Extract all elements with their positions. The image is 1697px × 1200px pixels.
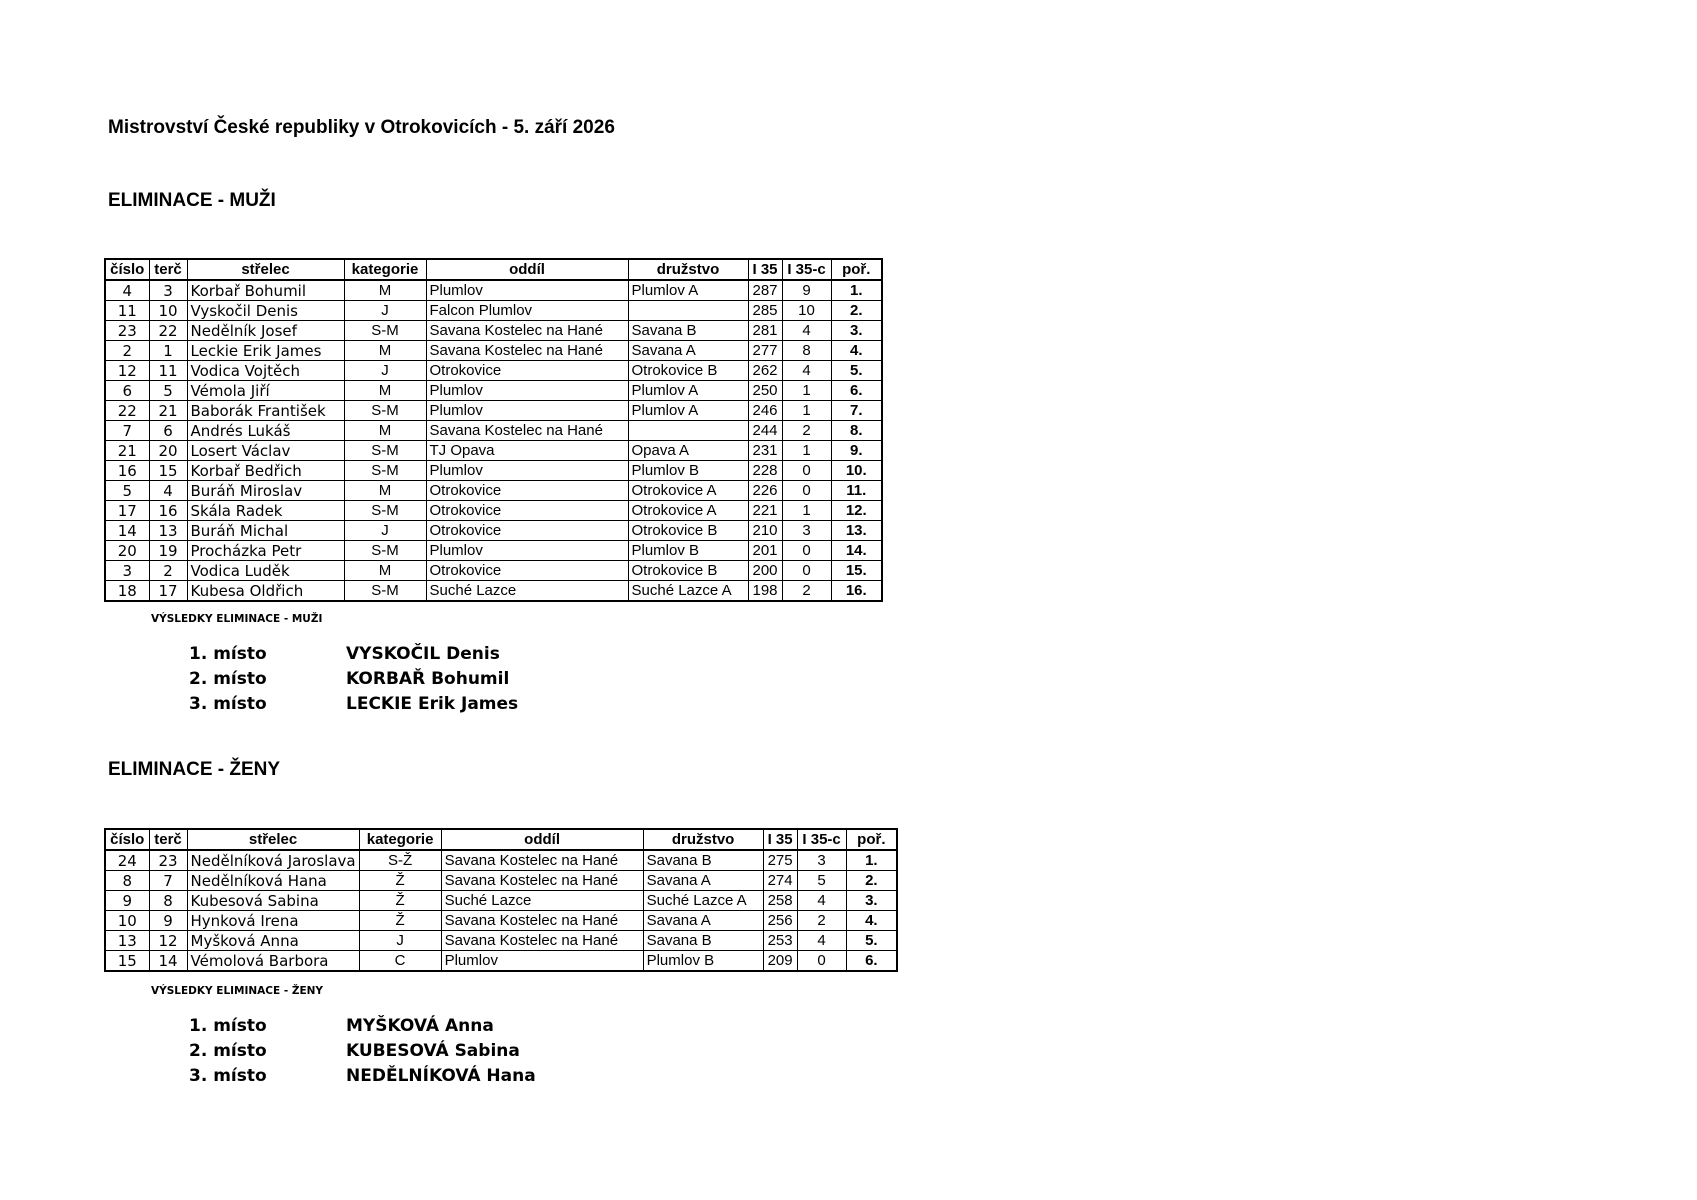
cell-oddil: Otrokovice [426,561,628,581]
cell-poradi: 4. [831,341,882,361]
table-row [105,421,882,441]
podium-row [189,1063,536,1088]
cell-poradi: 7. [831,401,882,421]
cell-cislo: 10 [105,911,149,931]
table-row [105,301,882,321]
women-table-body [105,850,897,971]
column-header-kategorie: kategorie [344,259,426,280]
cell-strelec: Vodica Luděk [187,561,344,581]
cell-kategorie: S-M [344,581,426,602]
cell-terc: 8 [149,891,187,911]
table-row [105,561,882,581]
page-title: Mistrovství České republiky v Otrokovicích - 5. září 2026 [108,117,615,138]
cell-cislo: 17 [105,501,149,521]
cell-druzstvo: Otrokovice A [628,481,748,501]
cell-kategorie: J [344,301,426,321]
cell-i35c: 3 [797,850,846,871]
cell-druzstvo: Savana A [643,871,763,891]
cell-i35c: 4 [782,361,831,381]
table-row [105,931,897,951]
cell-kategorie: Ž [359,911,441,931]
column-header-cislo: číslo [105,259,149,280]
cell-terc: 19 [149,541,187,561]
cell-poradi: 4. [846,911,897,931]
cell-kategorie: M [344,561,426,581]
cell-i35c: 5 [797,871,846,891]
cell-i35c: 9 [782,280,831,301]
cell-cislo: 2 [105,341,149,361]
table-row [105,850,897,871]
table-header-row [105,829,897,850]
table-row [105,280,882,301]
cell-cislo: 3 [105,561,149,581]
men-results-table [104,258,883,602]
column-header-i35: I 35 [748,259,782,280]
cell-strelec: Vémolová Barbora [187,951,359,972]
cell-poradi: 5. [846,931,897,951]
cell-strelec: Nedělníková Jaroslava [187,850,359,871]
cell-cislo: 7 [105,421,149,441]
cell-poradi: 10. [831,461,882,481]
cell-kategorie: S-M [344,441,426,461]
cell-i35c: 2 [782,421,831,441]
cell-i35: 244 [748,421,782,441]
cell-druzstvo: Opava A [628,441,748,461]
podium-name: VYSKOČIL Denis [346,643,500,664]
cell-strelec: Myšková Anna [187,931,359,951]
cell-poradi: 3. [846,891,897,911]
cell-poradi: 14. [831,541,882,561]
cell-i35c: 0 [797,951,846,972]
cell-druzstvo: Savana B [643,931,763,951]
cell-cislo: 18 [105,581,149,602]
cell-druzstvo: Plumlov B [628,461,748,481]
cell-terc: 17 [149,581,187,602]
cell-kategorie: S-M [344,501,426,521]
table-row [105,381,882,401]
cell-oddil: Plumlov [426,541,628,561]
cell-cislo: 20 [105,541,149,561]
table-row [105,541,882,561]
cell-terc: 16 [149,501,187,521]
cell-oddil: Savana Kostelec na Hané [441,911,643,931]
cell-oddil: Suché Lazce [441,891,643,911]
cell-druzstvo: Plumlov A [628,401,748,421]
column-header-i35c: I 35-c [797,829,846,850]
cell-poradi: 6. [846,951,897,972]
cell-strelec: Losert Václav [187,441,344,461]
cell-terc: 13 [149,521,187,541]
podium-row [189,1038,536,1063]
cell-oddil: Plumlov [441,951,643,972]
cell-i35c: 10 [782,301,831,321]
cell-terc: 9 [149,911,187,931]
cell-druzstvo [628,301,748,321]
cell-cislo: 21 [105,441,149,461]
podium-place: 3. místo [189,693,267,714]
cell-i35c: 0 [782,541,831,561]
cell-kategorie: M [344,481,426,501]
cell-strelec: Nedělník Josef [187,321,344,341]
cell-terc: 2 [149,561,187,581]
cell-druzstvo: Suché Lazce A [628,581,748,602]
men-podium [189,641,518,716]
cell-oddil: Savana Kostelec na Hané [441,871,643,891]
cell-druzstvo: Otrokovice A [628,501,748,521]
cell-kategorie: Ž [359,891,441,911]
cell-terc: 12 [149,931,187,951]
cell-poradi: 16. [831,581,882,602]
cell-druzstvo: Savana A [643,911,763,931]
podium-name: NEDĚLNÍKOVÁ Hana [346,1065,536,1086]
cell-oddil: Savana Kostelec na Hané [426,321,628,341]
cell-poradi: 3. [831,321,882,341]
table-row [105,321,882,341]
table-row [105,341,882,361]
cell-i35: 250 [748,381,782,401]
podium-place: 3. místo [189,1065,267,1086]
column-header-oddil: oddíl [441,829,643,850]
cell-oddil: Plumlov [426,401,628,421]
cell-oddil: Otrokovice [426,361,628,381]
cell-oddil: TJ Opava [426,441,628,461]
column-header-terc: terč [149,259,187,280]
cell-strelec: Nedělníková Hana [187,871,359,891]
cell-strelec: Kubesová Sabina [187,891,359,911]
cell-i35: 226 [748,481,782,501]
cell-kategorie: C [359,951,441,972]
cell-oddil: Falcon Plumlov [426,301,628,321]
podium-name: KUBESOVÁ Sabina [346,1040,520,1061]
cell-kategorie: Ž [359,871,441,891]
cell-kategorie: S-M [344,401,426,421]
cell-oddil: Savana Kostelec na Hané [426,421,628,441]
cell-cislo: 14 [105,521,149,541]
cell-druzstvo [628,421,748,441]
table-header-row [105,259,882,280]
cell-oddil: Plumlov [426,381,628,401]
cell-i35: 274 [763,871,797,891]
podium-place: 2. místo [189,1040,267,1061]
cell-druzstvo: Plumlov B [628,541,748,561]
cell-cislo: 9 [105,891,149,911]
cell-oddil: Plumlov [426,280,628,301]
cell-i35c: 0 [782,561,831,581]
cell-kategorie: M [344,421,426,441]
cell-i35: 210 [748,521,782,541]
cell-kategorie: J [344,361,426,381]
cell-i35c: 0 [782,481,831,501]
cell-oddil: Savana Kostelec na Hané [441,931,643,951]
cell-poradi: 15. [831,561,882,581]
table-row [105,891,897,911]
cell-cislo: 12 [105,361,149,381]
cell-cislo: 15 [105,951,149,972]
cell-oddil: Plumlov [426,461,628,481]
cell-druzstvo: Plumlov B [643,951,763,972]
cell-terc: 22 [149,321,187,341]
column-header-por: poř. [831,259,882,280]
cell-cislo: 8 [105,871,149,891]
cell-terc: 20 [149,441,187,461]
cell-strelec: Buráň Michal [187,521,344,541]
women-results-table [104,828,898,972]
cell-terc: 6 [149,421,187,441]
table-row [105,441,882,461]
cell-strelec: Procházka Petr [187,541,344,561]
cell-kategorie: M [344,341,426,361]
cell-cislo: 24 [105,850,149,871]
cell-poradi: 2. [846,871,897,891]
cell-poradi: 2. [831,301,882,321]
cell-strelec: Skála Radek [187,501,344,521]
cell-oddil: Otrokovice [426,501,628,521]
cell-terc: 23 [149,850,187,871]
cell-i35c: 4 [797,891,846,911]
cell-poradi: 5. [831,361,882,381]
column-header-druzstvo: družstvo [628,259,748,280]
cell-druzstvo: Savana B [643,850,763,871]
cell-i35: 256 [763,911,797,931]
podium-row [189,691,518,716]
cell-terc: 11 [149,361,187,381]
cell-i35: 200 [748,561,782,581]
cell-strelec: Andrés Lukáš [187,421,344,441]
podium-name: MYŠKOVÁ Anna [346,1015,494,1036]
cell-kategorie: J [344,521,426,541]
cell-druzstvo: Plumlov A [628,280,748,301]
cell-terc: 4 [149,481,187,501]
cell-kategorie: S-Ž [359,850,441,871]
cell-oddil: Otrokovice [426,481,628,501]
column-header-oddil: oddíl [426,259,628,280]
column-header-strelec: střelec [187,829,359,850]
cell-cislo: 11 [105,301,149,321]
podium-place: 1. místo [189,643,267,664]
cell-strelec: Vémola Jiří [187,381,344,401]
cell-i35c: 1 [782,441,831,461]
cell-strelec: Baborák František [187,401,344,421]
cell-druzstvo: Otrokovice B [628,361,748,381]
women-results-caption: VÝSLEDKY ELIMINACE - ŽENY [151,985,324,997]
cell-poradi: 1. [846,850,897,871]
cell-oddil: Savana Kostelec na Hané [426,341,628,361]
cell-i35: 262 [748,361,782,381]
column-header-kategorie: kategorie [359,829,441,850]
cell-kategorie: M [344,280,426,301]
cell-cislo: 22 [105,401,149,421]
women-section-heading: ELIMINACE - ŽENY [108,759,281,780]
cell-druzstvo: Otrokovice B [628,521,748,541]
column-header-i35: I 35 [763,829,797,850]
cell-i35: 253 [763,931,797,951]
men-section-heading: ELIMINACE - MUŽI [108,190,276,211]
men-results-caption: VÝSLEDKY ELIMINACE - MUŽI [151,613,323,625]
table-row [105,521,882,541]
podium-name: LECKIE Erik James [346,693,519,714]
cell-i35c: 2 [782,581,831,602]
cell-terc: 14 [149,951,187,972]
column-header-cislo: číslo [105,829,149,850]
cell-i35: 258 [763,891,797,911]
table-row [105,951,897,972]
column-header-strelec: střelec [187,259,344,280]
table-row [105,871,897,891]
table-row [105,461,882,481]
column-header-por: poř. [846,829,897,850]
cell-kategorie: S-M [344,541,426,561]
cell-i35: 277 [748,341,782,361]
cell-i35: 281 [748,321,782,341]
cell-poradi: 11. [831,481,882,501]
cell-oddil: Otrokovice [426,521,628,541]
cell-poradi: 9. [831,441,882,461]
cell-poradi: 1. [831,280,882,301]
cell-poradi: 12. [831,501,882,521]
column-header-terc: terč [149,829,187,850]
cell-i35c: 1 [782,381,831,401]
cell-terc: 21 [149,401,187,421]
cell-i35c: 3 [782,521,831,541]
cell-strelec: Hynková Irena [187,911,359,931]
podium-place: 2. místo [189,668,267,689]
cell-i35c: 8 [782,341,831,361]
cell-cislo: 16 [105,461,149,481]
cell-i35: 275 [763,850,797,871]
cell-cislo: 5 [105,481,149,501]
cell-strelec: Vodica Vojtěch [187,361,344,381]
cell-strelec: Vyskočil Denis [187,301,344,321]
cell-poradi: 8. [831,421,882,441]
cell-i35c: 4 [797,931,846,951]
podium-place: 1. místo [189,1015,267,1036]
cell-strelec: Korbař Bohumil [187,280,344,301]
cell-oddil: Savana Kostelec na Hané [441,850,643,871]
men-table-body [105,280,882,601]
cell-kategorie: J [359,931,441,951]
cell-terc: 5 [149,381,187,401]
cell-druzstvo: Otrokovice B [628,561,748,581]
podium-row [189,1013,536,1038]
cell-cislo: 6 [105,381,149,401]
cell-i35: 201 [748,541,782,561]
women-podium [189,1013,536,1088]
table-row [105,581,882,602]
table-row [105,401,882,421]
cell-terc: 15 [149,461,187,481]
podium-name: KORBAŘ Bohumil [346,668,510,689]
cell-oddil: Suché Lazce [426,581,628,602]
cell-i35: 285 [748,301,782,321]
podium-row [189,666,518,691]
column-header-druzstvo: družstvo [643,829,763,850]
cell-i35: 246 [748,401,782,421]
column-header-i35c: I 35-c [782,259,831,280]
cell-strelec: Korbař Bedřich [187,461,344,481]
cell-i35: 231 [748,441,782,461]
cell-i35c: 1 [782,501,831,521]
cell-i35: 287 [748,280,782,301]
table-row [105,481,882,501]
cell-kategorie: S-M [344,461,426,481]
cell-terc: 10 [149,301,187,321]
cell-terc: 7 [149,871,187,891]
cell-i35: 228 [748,461,782,481]
cell-druzstvo: Savana B [628,321,748,341]
podium-row [189,641,518,666]
cell-terc: 1 [149,341,187,361]
cell-i35c: 4 [782,321,831,341]
cell-i35c: 0 [782,461,831,481]
cell-cislo: 13 [105,931,149,951]
cell-druzstvo: Plumlov A [628,381,748,401]
cell-kategorie: S-M [344,321,426,341]
cell-i35: 221 [748,501,782,521]
table-row [105,361,882,381]
cell-poradi: 13. [831,521,882,541]
cell-poradi: 6. [831,381,882,401]
table-row [105,501,882,521]
cell-i35: 209 [763,951,797,972]
cell-strelec: Kubesa Oldřich [187,581,344,602]
table-row [105,911,897,931]
cell-strelec: Leckie Erik James [187,341,344,361]
cell-i35c: 1 [782,401,831,421]
cell-kategorie: M [344,381,426,401]
cell-cislo: 4 [105,280,149,301]
cell-terc: 3 [149,280,187,301]
cell-cislo: 23 [105,321,149,341]
cell-druzstvo: Suché Lazce A [643,891,763,911]
cell-i35c: 2 [797,911,846,931]
cell-strelec: Buráň Miroslav [187,481,344,501]
cell-druzstvo: Savana A [628,341,748,361]
cell-i35: 198 [748,581,782,602]
